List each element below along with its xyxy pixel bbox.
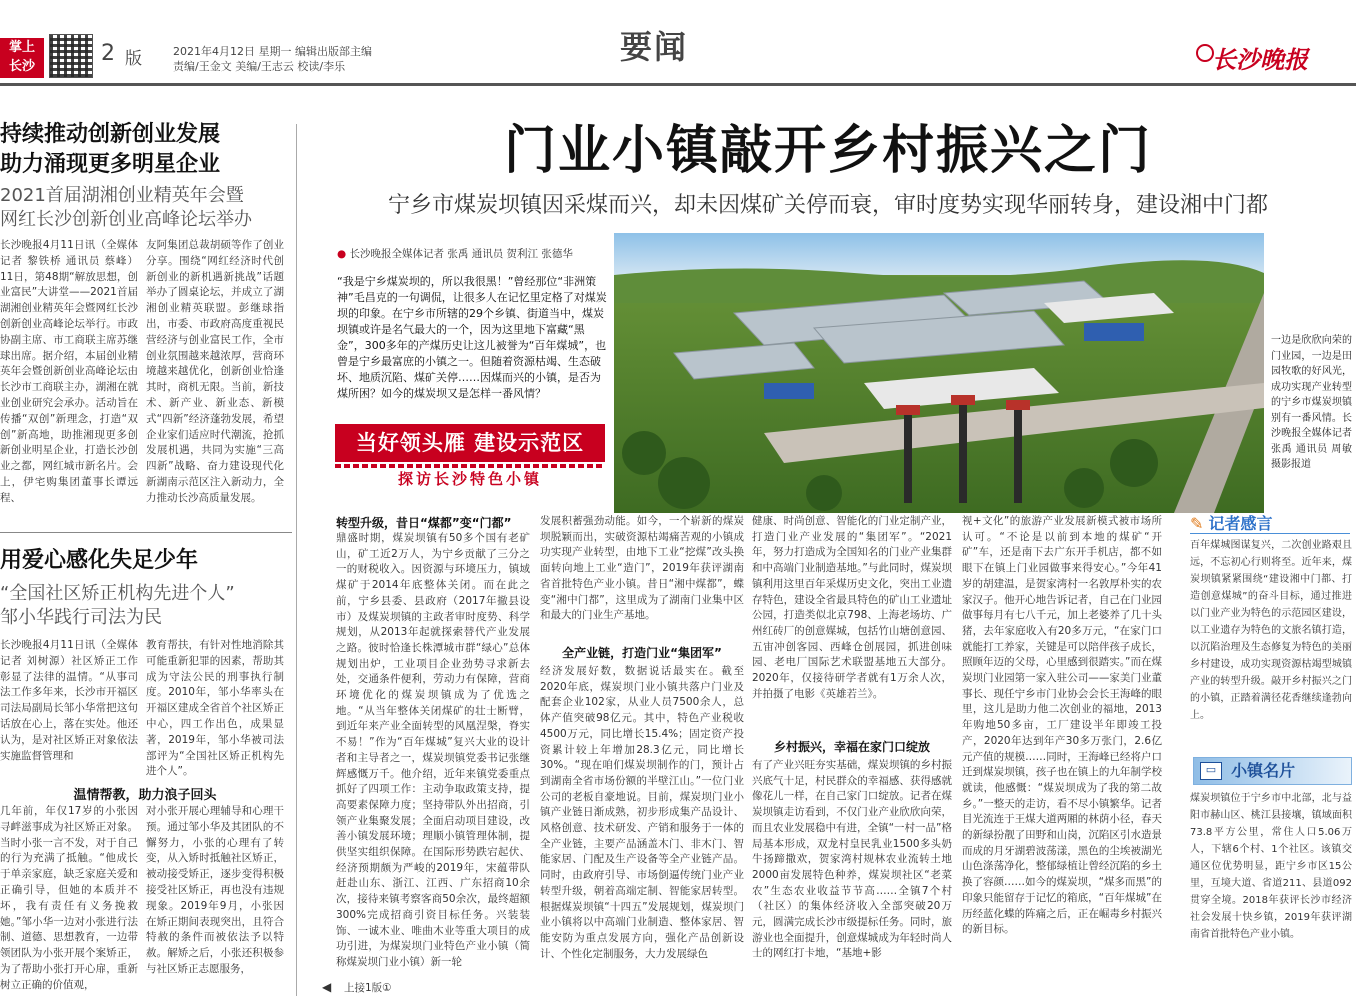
story1-sub-line2: 网红长沙创新创业高峰论坛举办 [0, 209, 252, 230]
article-col-2-text: 发展积蓄强劲动能。如今，一个崭新的煤炭坝脱颖而出，实破资源枯竭痛苦观的小镇成功实现产业转型，由地下工业“挖煤”改头换面转向地上工业“造门”，2019年获评湖南省首批特色产业小镇。昔日“湘中煤都”，蝶变“湘中门都”，这里成为了湖南门业集中区和最大的门业生产基地。 [540, 515, 744, 622]
pen-icon: ✎ [1190, 514, 1204, 533]
town-card [1190, 790, 1352, 975]
story2-sub-line1: “全国社区矫正机构先进个人” [0, 583, 235, 604]
logo-line-2: 长沙 [8, 59, 35, 74]
story1-title-line2: 助力涌现更多明星企业 [0, 152, 221, 177]
story1-subtitle [0, 184, 290, 232]
article-col-4 [962, 514, 1162, 974]
article-col-2 [540, 514, 744, 974]
byline-dot-icon: ● [337, 248, 347, 260]
article-col-2b-text: 经济发展好数，数据说话最实在。截至2020年底，煤炭坝门业小镇共落户门业及配套企业102家，从业人员7500余人，总体产值突破98亿元。其中，特色产业税收4500万元，同比增长15.4%；固定资产投资累计较上年增加28.3亿元，同比增长30%。“现在咱们煤炭坝制作的门，预计占到湖南全省市场份额的半壁江山。”一位门业公司的老板自豪地说。目前，煤炭坝门业小镇产业链日渐成熟，初步形成集产品设计、风格创意、技术研发、产销和服务于一体的全产业链，主要产品涵盖木门、非木门、智能家居、门配及生产设备等全产业链产品。同时，由政府引导、市场倒逼传统门业产业转型升级，朝着高端定制、智能家居转型。根据煤炭坝镇“十四五”发展规划，煤炭坝门业小镇将以中高端门业制造、整体家居、智能安防为重点发展方向，强化产品创新设计、个性化定制服务，大力发展绿色 [540, 665, 744, 960]
column-divider [296, 124, 297, 996]
story2-body-col-c: 长沙晚报4月11日讯（全媒体记者 刘树源）社区矫正工作彰显了法律的温情。“从事司法工作多年来，长沙市开福区司法局副局长邹小华常把这句话放在心上，落在实处。他还认为，是对社区矫正对象依法实施监督管理和 [0, 639, 138, 762]
town-card-text: 煤炭坝镇位于宁乡市中北部，北与益阳市赫山区、桃江县接壤，镇域面积73.8平方公里，常住人口5.06万人，下辖6个村、1个社区。该镇交通区位优势明显，距宁乡市区15公里，互境大道、省道211、县道092贯穿全境。2018年获评长沙市经济社会发展十快乡镇，2019年获评湖南省首批特色产业小镇。 [1190, 793, 1352, 940]
reporter-note [1190, 537, 1352, 747]
story2-subhead: 温情帮教，助力浪子回头 [73, 788, 217, 803]
reporter-note-header [1190, 511, 1350, 534]
reporter-note-title: 记者感言 [1208, 514, 1273, 533]
story1-body-col-a: 长沙晚报4月11日讯（全媒体记者 黎铁桥 通讯员 蔡峰）11日，第48期“解放思想，创业富民”大讲堂——2021首届湖湘创业精英年会暨网红长沙创新创业高峰论坛举行。市政协副主席、市工商联主席苏继球出席。据介绍，本届创业精英年会暨创新创业高峰论坛由长沙市工商联主办，湖湘在就业创业研究会承办。活动旨在传播“双创”新理念，打造“双创”新高地，助推湘现更多创新创业明星企业，打造长沙创业之都，网红城市新名片。会上，伊宅购集团董事长谭远程、 [0, 239, 138, 504]
aerial-photo[interactable] [614, 233, 1264, 513]
prev-arrow-icon[interactable]: ◀ [322, 980, 332, 994]
series-banner [335, 424, 605, 504]
story1-headline[interactable] [0, 120, 290, 180]
photo-caption: 一边是欣欣向荣的门业园，一边是田园牧歌的好风光，成功实现产业转型的宁乡市煤炭坝镇别有一番风情。长沙晚报全媒体记者 张禹 通讯员 周敏 摄影报道 [1271, 335, 1352, 470]
article-col-1-text: 鼎盛时期，煤炭坝镇有50多个国有老矿山，矿工近2万人，为宁乡贡献了三分之一的财税收入。因资源与环境压力，镇域煤矿于2014年底整体关闭。而在此之前，宁乡县委、县政府（2017年撤县设市）及煤炭坝镇的主政者审时度势、科学规划，从2013年起就探索替代产业发展之路。彼时恰逢长株潭城市群“绿心”总体规划出炉，工业项目企业劲势寻求新去处，交通条件便利，劳动力有保障，营商环境优化的煤炭坝镇成为了优选之地。“从当年整体关闭煤矿的壮士断臂，到近年来产业全面转型的风凰涅槃，脊实不易！”作为“百年煤城”复兴大业的设计者和主导者之一，煤炭坝镇党委书记张继辉感慨万千。他介绍，近年来镇党委重点抓好了四项工作：主动争取政策支持，提高要素保障力度；坚持带队外出招商，引领产业集聚发展；全面启动项目建设，改善小镇发展环境；理顺小镇管理体制，提供坚实组织保障。在国际形势跌宕起伏、经济预期颇为严峻的2019年，宋蕴带队赶赴山东、浙江、江西、广东招商10余次，接待来镇考察客商50余次，最终超额300%完成招商引资目标任务。兴装装饰、一诚木业、唯曲木业等重大项目的成功引进，为煤炭坝门业特色产业小镇（简称煤炭坝门业小镇）新一轮 [336, 532, 530, 968]
page-number: 2 [101, 41, 115, 66]
section-title: 要闻 [620, 28, 689, 66]
article-intro: “我是宁乡煤炭坝的，所以我很黑！”曾经那位“非洲策神”毛昌克的一句调侃，让很多人在记忆里定格了对煤炭坝的印象。在宁乡市所辖的29个乡镇、街道当中，煤炭坝镇或许是名气最大的一个，因为这里地下富藏“黑金”，300多年的产煤历史让这儿被誉为“百年煤城”，也曾是宁乡最富庶的小镇之一。但随着资源枯竭、生态破坏、地质沉陷、煤矿关停……因煤而兴的小镇，是否为煤所困？如今的煤炭坝又是怎样一番风情？ [337, 275, 607, 400]
app-logo[interactable] [0, 38, 44, 78]
edition-meta-editors: 责编/王金文 美编/王志云 校读/李乐 [173, 60, 346, 73]
page-number-label: 版 [125, 49, 142, 69]
story2-body-col-d: 教育帮扶，有针对性地消除其可能重新犯罪的因素，帮助其成为守法公民的刑事执行制度。2010年，邹小华率头在开福区建成全省首个社区矫正中心，四工作出色，成果显著，2019年，邹小华被司法部评为“全国社区矫正机构先进个人”。 [146, 639, 284, 778]
story2-sub-line2: 邹小华践行司法为民 [0, 607, 162, 628]
qr-code-icon[interactable] [49, 34, 93, 78]
page-header [0, 0, 1356, 84]
card-icon: ▭ [1200, 762, 1222, 780]
newspaper-brand: 长沙晚报 [1212, 45, 1308, 74]
main-subtitle: 宁乡市煤炭坝镇因采煤而兴，却未因煤矿关停而衰，审时度势实现华丽转身，建设湘中门都 [387, 193, 1268, 218]
story2-body-col-e: 几年前，年仅17岁的小张因寻衅滋事成为社区矫正对象。当时小张一言不发，对于自己的行为充满了抵触。“他成长于单亲家庭，缺乏家庭关爱和正确引导，但她的本质并不坏，我有责任有义务挽救她。”邹小华一边对小张进行法制、道德、思想教育，一边带领团队为小张开展个案矫正，为了帮助小张打开心扉，重新树立正确的价值观， [0, 805, 138, 991]
subhead-rural-revival: 乡村振兴，幸福在家门口绽放 [773, 740, 930, 754]
header-divider [0, 83, 1356, 86]
article-col-3-text: 健康、时尚创意、智能化的门业定制产业，打造门业产业发展的“集团军”。“2021年，努力打造成为全国知名的门业产业集群和中高端门业制造基地。”与此同时，煤炭坝镇利用这里百年采煤历史文化，突出工业遗存特色，建设全省最具特色的矿山工业遗址公园，打造类似北京798、上海老场坊、广州红砖厂的创意媒城，包括竹山塘创意园、五宙冲创客园、西峰仓创展园，抓进创味园、老电厂国际艺术联盟基地五大部分。2020年，仅接待研学者就有1万余人次，并拍摄了电影《英雄若兰》。 [752, 515, 952, 700]
town-card-title: 小镇名片 [1231, 761, 1296, 780]
article-col-3b-text: 有了产业兴旺夯实基础，煤炭坝镇的乡村振兴底气十足，村民群众的幸福感、获得感就像花儿一样，在自己家门口绽放。记者在煤炭坝镇走访看到，不仅门业产业欣欣向荣，而且农业发展稳中有进，全镇“一村一品”格局基本形成，双龙村皇民乳业1500多头奶牛扬蹄撒欢，贺家湾村规林农业流转土地2000亩发展特色种养，煤炭坝社区“老菜农”生态农业收益节节高……全镇7个村（社区）的集体经济收入全部突破20万元，圆满完成长沙市级提标任务。同时，旅游业也全面提升，创意煤城成为年轻时尚人士的网红打卡地，“基地+影 [752, 759, 952, 960]
reporter-note-text: 百年煤城图谋复兴，二次创业路艰且远，不忘初心行则将至。近年来，煤炭坝镇紧紧围绕“建设湘中门都、打造创意煤城”的奋斗目标，通过推进以门业产业为特色的示范园区建设，以工业遗存为特色的文旅名镇打造，以沉陷治理及生态修复为特色的美丽乡村建设，成功实现资源枯竭型城镇产业的转型升级。敲开乡村振兴之门的小镇，正踏着满径花香继续逢勃向上。 [1190, 540, 1352, 721]
byline-text: 长沙晚报全媒体记者 张禹 通讯员 贺利江 张德华 [349, 248, 573, 260]
article-col-1 [336, 514, 530, 981]
story2-headline[interactable]: 用爱心感化失足少年 [0, 548, 199, 573]
story1-title-line1: 持续推动创新创业发展 [0, 122, 221, 147]
byline [337, 246, 607, 261]
story1-body-col-b: 友阿集团总裁胡硕等作了创业分享。围绕“网红经济时代创新创业的新机遇新挑战”话题举办了圆桌论坛，并成立了湖湘创业精英联盟。彭继球指出，市委、市政府高度重视民营经济与创业富民工作，全市创业氛围越来越浓厚，营商环境越来越优化，创新创业恰逢其时，商机无限。当前，新技术、新产业、新业态、新模式“四新”经济蓬勃发展，希望企业家们适应时代潮流，抢抓发展机遇，共同为实施“三高四新”战略、奋力建设现代化新湖南示范区注入新动力，全力推动长沙高质量发展。 [146, 239, 284, 504]
subhead-industry-chain: 全产业链，打造门业“集团军” [562, 646, 722, 660]
story-divider [0, 532, 292, 533]
continued-from-note: 上接1版① [344, 982, 392, 994]
story2-subtitle [0, 582, 290, 630]
main-headline[interactable]: 门业小镇敲开乡村振兴之门 [503, 121, 1152, 181]
article-col-3 [752, 514, 952, 976]
subhead-transformation: 转型升级，昔日“煤都”变“门都” [336, 516, 512, 530]
story2-body-col-f: 对小张开展心理辅导和心理干预。通过邹小华及其团队的不懈努力，小张的心理有了转变，从入矫时抵触社区矫正，被动接受矫正，逐步变得积极接受社区矫正，再也没有违规现象。2019年9月，小张因在矫正期间表现突出，且符合特赦的条件而被依法予以特赦。解矫之后，小张还积极参与社区矫正志愿服务， [146, 805, 284, 975]
edition-meta-date: 2021年4月12日 星期一 编辑出版部主编 [173, 45, 372, 58]
series-banner-subtitle: 探访长沙特色小镇 [397, 470, 542, 488]
series-banner-title: 当好领头雁 建设示范区 [335, 424, 605, 462]
story1-sub-line1: 2021首届湖湘创业精英年会暨 [0, 185, 244, 206]
logo-line-1: 掌上 [8, 40, 35, 55]
town-card-header [1193, 757, 1352, 785]
article-col-4-text: 视+文化”的旅游产业发展新模式被市场所认可。“不论是以前到本地的煤矿“开矿”车，还是南下去广东开手机店，都不如眼下在镇上门业园做事来得安心。”今年41岁的胡建温，是贺家湾村一名敦厚朴实的农家汉子。他开心地告诉记者，自己在门业园做事每月有七八千元，加上老婆养了几十头猪，去年家庭收入有20多万元，“在家门口就能打工养家，关键是可以陪伴孩子成长，照顾年迈的父母，心里感到很踏实。”而在煤炭坝门业园第一家入驻公司——家美门业董事长、现任宁乡市门业协会会长王海峰的眼里，这儿是助力他二次创业的福地，2013年购地50多亩，工厂建设半年即竣工投产，2020年达到年产30多万张门，2.6亿元产值的规模……同时，王海峰已经将户口迁到煤炭坝镇，孩子也在镇上的九年制学校就读，他感慨：“煤炭坝成为了我的第二故乡。”一整天的走访，看不尽小镇繁华。记者目光流连于王煤大道两厢的林荫小径，春天的新绿扮靓了田野和山岗，沉陷区引水造景而成的月牙湖碧波荡漾，黑色的尘埃被湖光山色涤荡净化，整郁绿植让曾经沉陷的乡土换了容颜……如今的煤炭坝，“煤多而黑”的印象只能留存于记忆的箱底，“百年煤城”在历经蓝化蝶的阵痛之后，正在崛毒乡村振兴的新目标。 [962, 515, 1162, 936]
